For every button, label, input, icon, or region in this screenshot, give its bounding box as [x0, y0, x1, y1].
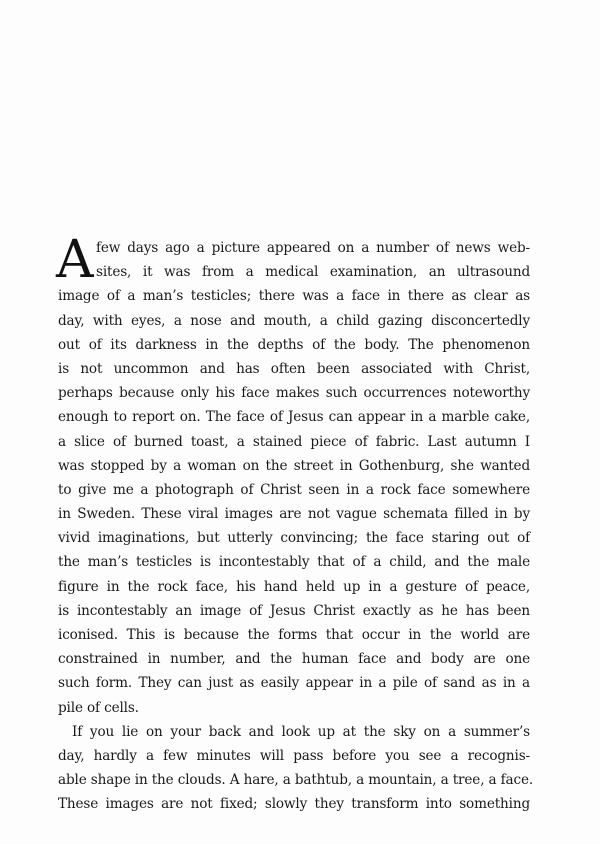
text-line: a slice of burned toast, a stained piece of fabric. Last autumn I — [58, 433, 530, 450]
text-line: is not uncommon and has often been associated with Christ, — [58, 360, 530, 377]
text-line: vivid imaginations, but utterly convincing; the face staring out of — [58, 530, 530, 547]
drop-cap: A — [56, 230, 94, 290]
text-line: pile of cells. — [58, 699, 139, 716]
text-line: These images are not fixed; slowly they transform into something — [58, 796, 530, 813]
text-line: If you lie on your back and look up at the sky on a summer’s — [72, 723, 530, 740]
text-line: able shape in the clouds. A hare, a bathtub, a mountain, a tree, a face. — [58, 772, 534, 789]
text-line: is incontestably an image of Jesus Christ exactly as he has been — [58, 602, 530, 619]
text-line: image of a man’s testicles; there was a face in there as clear as — [58, 288, 530, 305]
text-line: was stopped by a woman on the street in Gothenburg, she wanted — [58, 457, 530, 474]
text-line: perhaps because only his face makes such occurrences noteworthy — [58, 385, 530, 402]
body-text — [56, 230, 534, 817]
text-line: to give me a photograph of Christ seen in a rock face somewhere — [58, 481, 530, 498]
text-line: such form. They can just as easily appear in a pile of sand as in a — [58, 675, 530, 692]
text-line: enough to report on. The face of Jesus can appear in a marble cake, — [58, 409, 530, 426]
text-line: day, with eyes, a nose and mouth, a child gazing disconcertedly — [58, 312, 530, 329]
text-line: in Sweden. These viral images are not vague schemata filled in by — [58, 506, 530, 523]
text-line: out of its darkness in the depths of the body. The phenomenon — [58, 336, 530, 353]
text-line: constrained in number, and the human face and body are one — [58, 651, 530, 668]
text-line: few days ago a picture appeared on a number of news web- — [96, 240, 530, 256]
text-line: day, hardly a few minutes will pass before you see a recognis- — [58, 747, 530, 764]
text-line: figure in the rock face, his hand held up in a gesture of peace, — [58, 578, 530, 595]
text-line: sites, it was from a medical examination, an ultrasound — [96, 264, 530, 281]
text-line: iconised. This is because the forms that occur in the world are — [58, 627, 530, 643]
text-line: the man’s testicles is incontestably that of a child, and the male — [58, 554, 530, 571]
